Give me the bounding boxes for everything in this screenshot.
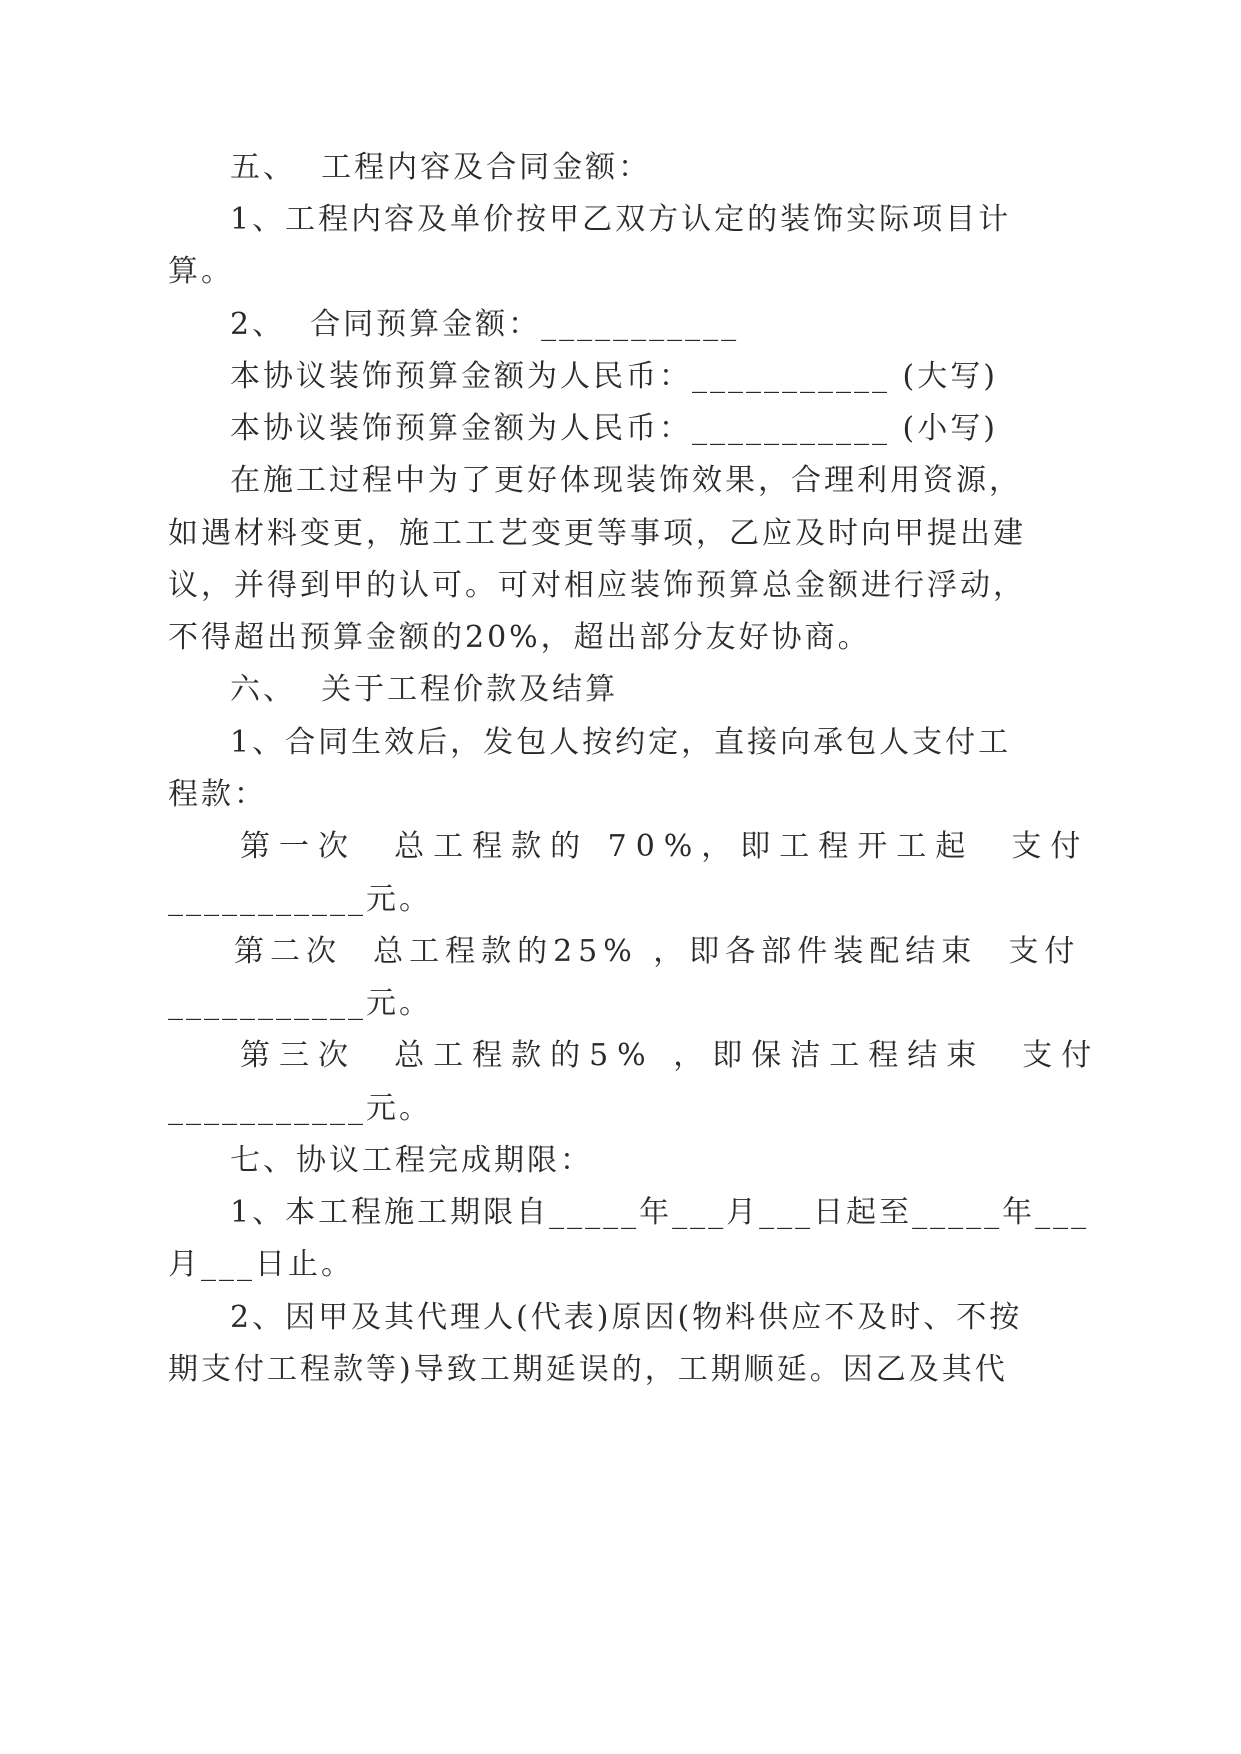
payment-line: 第三次 总工程款的5% ，即保洁工程结束 支付	[240, 1038, 1101, 1073]
paragraph-line: 不得超出预算金额的20%，超出部分友好协商。	[168, 620, 871, 655]
paragraph-line: 2、 合同预算金额：___________	[230, 307, 740, 342]
paragraph-line: 期支付工程款等)导致工期延误的，工期顺延。因乙及其代	[168, 1352, 1008, 1387]
paragraph-line: 程款：	[168, 777, 267, 812]
paragraph-line: 2、因甲及其代理人(代表)原因(物料供应不及时、不按	[230, 1300, 1023, 1335]
paragraph-line: 1、合同生效后，发包人按约定，直接向承包人支付工	[230, 725, 1012, 760]
paragraph-line: 1、本工程施工期限自_____年___月___日起至_____年___	[230, 1195, 1090, 1230]
payment-amount-blank: ___________元。	[168, 882, 432, 917]
payment-amount-blank: ___________元。	[168, 986, 432, 1021]
section-5-heading: 五、 工程内容及合同金额：	[230, 150, 652, 185]
paragraph-line: 算。	[168, 254, 234, 289]
paragraph-line: 本协议装饰预算金额为人民币：___________ (大写)	[230, 359, 998, 394]
payment-amount-blank: ___________元。	[168, 1091, 432, 1126]
payment-line: 第二次 总工程款的25% ，即各部件装配结束 支付	[234, 934, 1081, 969]
section-6-heading: 六、 关于工程价款及结算	[230, 672, 619, 707]
paragraph-line: 在施工过程中为了更好体现装饰效果，合理利用资源，	[230, 463, 1022, 498]
paragraph-line: 1、工程内容及单价按甲乙双方认定的装饰实际项目计	[230, 202, 1012, 237]
paragraph-line: 如遇材料变更，施工工艺变更等事项，乙应及时向甲提出建	[168, 516, 1026, 551]
payment-line: 第一次 总工程款的 70%，即工程开工起 支付	[240, 829, 1090, 864]
section-7-heading: 七、协议工程完成期限：	[230, 1143, 593, 1178]
paragraph-line: 月___日止。	[168, 1247, 354, 1282]
paragraph-line: 议，并得到甲的认可。可对相应装饰预算总金额进行浮动，	[168, 568, 1026, 603]
paragraph-line: 本协议装饰预算金额为人民币：___________ (小写)	[230, 411, 998, 446]
